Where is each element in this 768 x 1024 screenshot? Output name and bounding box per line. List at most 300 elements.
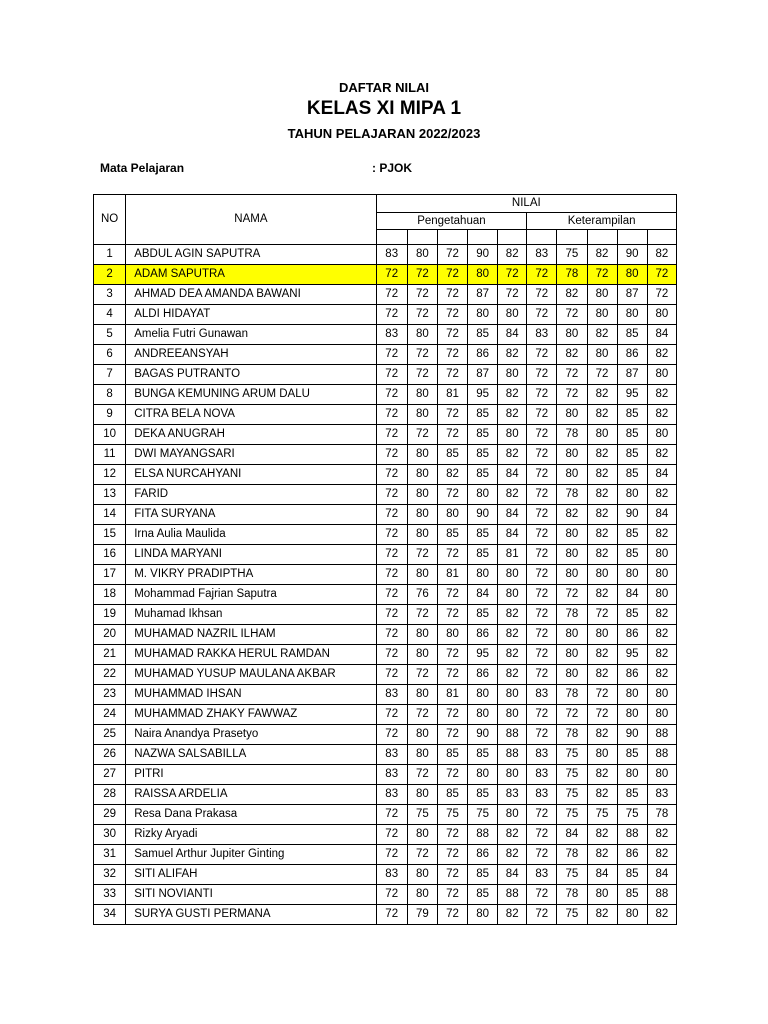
student-name: Rizky Aryadi (126, 825, 376, 845)
knowledge-score: 72 (407, 765, 437, 785)
skill-score: 75 (557, 905, 587, 925)
skill-score: 83 (647, 785, 676, 805)
skill-score: 85 (617, 605, 647, 625)
knowledge-score: 80 (407, 325, 437, 345)
subject-label: Mata Pelajaran (100, 161, 185, 175)
skill-score: 88 (647, 885, 676, 905)
skill-score: 87 (617, 365, 647, 385)
student-name: M. VIKRY PRADIPTHA (126, 565, 376, 585)
student-name: DWI MAYANGSARI (126, 445, 376, 465)
knowledge-score: 72 (437, 725, 467, 745)
skill-score: 84 (617, 585, 647, 605)
knowledge-score: 75 (468, 805, 498, 825)
knowledge-score: 82 (498, 385, 527, 405)
student-name: MUHAMAD NAZRIL ILHAM (126, 625, 376, 645)
knowledge-score: 82 (498, 665, 527, 685)
skill-score: 88 (647, 745, 676, 765)
skill-score: 80 (557, 545, 587, 565)
skill-score: 72 (527, 605, 557, 625)
knowledge-score: 80 (407, 785, 437, 805)
skill-score: 86 (617, 845, 647, 865)
row-number: 17 (94, 565, 126, 585)
table-row (94, 645, 677, 665)
skill-score: 84 (647, 865, 676, 885)
knowledge-score: 72 (376, 305, 407, 325)
skill-score: 72 (587, 365, 617, 385)
knowledge-score: 72 (407, 665, 437, 685)
skill-score: 72 (527, 645, 557, 665)
knowledge-score: 80 (407, 565, 437, 585)
knowledge-score: 86 (468, 665, 498, 685)
knowledge-score: 72 (376, 385, 407, 405)
skill-score: 90 (617, 505, 647, 525)
knowledge-score: 85 (468, 525, 498, 545)
knowledge-score: 83 (376, 245, 407, 265)
skill-score: 78 (557, 425, 587, 445)
table-row (94, 865, 677, 885)
skill-score: 82 (647, 605, 676, 625)
skill-score: 82 (647, 825, 676, 845)
skill-score: 78 (557, 685, 587, 705)
knowledge-score: 80 (407, 405, 437, 425)
skill-score: 82 (647, 245, 676, 265)
row-number: 23 (94, 685, 126, 705)
skill-score: 82 (647, 385, 676, 405)
skill-score: 80 (557, 325, 587, 345)
skill-score: 80 (617, 685, 647, 705)
student-name: SITI ALIFAH (126, 865, 376, 885)
knowledge-score: 72 (437, 365, 467, 385)
knowledge-score: 83 (376, 785, 407, 805)
skill-score: 82 (587, 905, 617, 925)
knowledge-score: 85 (468, 405, 498, 425)
skill-score: 72 (527, 825, 557, 845)
row-number: 34 (94, 905, 126, 925)
skill-score: 80 (557, 665, 587, 685)
table-row (94, 405, 677, 425)
skill-score: 72 (587, 685, 617, 705)
table-row (94, 465, 677, 485)
skill-score: 80 (587, 565, 617, 585)
student-name: ELSA NURCAHYANI (126, 465, 376, 485)
skill-score: 86 (617, 665, 647, 685)
knowledge-score: 80 (468, 765, 498, 785)
knowledge-score: 72 (376, 285, 407, 305)
skill-score: 72 (557, 385, 587, 405)
skill-score: 75 (557, 805, 587, 825)
knowledge-score: 80 (498, 765, 527, 785)
row-number: 32 (94, 865, 126, 885)
knowledge-score: 72 (376, 365, 407, 385)
skill-score: 72 (527, 725, 557, 745)
class-title: KELAS XI MIPA 1 (306, 98, 462, 119)
skill-score: 80 (587, 305, 617, 325)
skill-score: 72 (527, 565, 557, 585)
knowledge-score: 80 (407, 485, 437, 505)
knowledge-score: 88 (498, 885, 527, 905)
knowledge-score: 72 (376, 725, 407, 745)
knowledge-score: 72 (376, 345, 407, 365)
knowledge-score: 80 (498, 685, 527, 705)
header-blank-cell (527, 230, 557, 245)
table-row (94, 565, 677, 585)
skill-score: 85 (617, 325, 647, 345)
student-name: ABDUL AGIN SAPUTRA (126, 245, 376, 265)
skill-score: 72 (527, 385, 557, 405)
skill-score: 72 (527, 545, 557, 565)
knowledge-score: 80 (407, 865, 437, 885)
knowledge-score: 80 (407, 645, 437, 665)
table-row (94, 805, 677, 825)
knowledge-score: 83 (376, 685, 407, 705)
knowledge-score: 72 (376, 465, 407, 485)
row-number: 24 (94, 705, 126, 725)
student-name: Amelia Futri Gunawan (126, 325, 376, 345)
knowledge-score: 82 (498, 345, 527, 365)
skill-score: 72 (527, 365, 557, 385)
table-row (94, 425, 677, 445)
knowledge-score: 88 (468, 825, 498, 845)
row-number: 14 (94, 505, 126, 525)
knowledge-score: 72 (376, 425, 407, 445)
skill-score: 72 (557, 705, 587, 725)
knowledge-score: 72 (376, 525, 407, 545)
skill-score: 88 (647, 725, 676, 745)
student-name: ANDREEANSYAH (126, 345, 376, 365)
knowledge-score: 80 (407, 825, 437, 845)
skill-score: 82 (647, 625, 676, 645)
skill-score: 85 (617, 885, 647, 905)
knowledge-score: 80 (407, 885, 437, 905)
row-number: 26 (94, 745, 126, 765)
skill-score: 82 (587, 505, 617, 525)
row-number: 4 (94, 305, 126, 325)
student-name: BAGAS PUTRANTO (126, 365, 376, 385)
knowledge-score: 84 (498, 465, 527, 485)
skill-score: 80 (587, 745, 617, 765)
knowledge-score: 72 (437, 845, 467, 865)
knowledge-score: 72 (407, 305, 437, 325)
knowledge-score: 72 (437, 425, 467, 445)
row-number: 12 (94, 465, 126, 485)
row-number: 20 (94, 625, 126, 645)
header-nilai: NILAI (376, 195, 676, 213)
knowledge-score: 82 (498, 625, 527, 645)
knowledge-score: 72 (407, 545, 437, 565)
knowledge-score: 95 (468, 645, 498, 665)
skill-score: 80 (587, 625, 617, 645)
skill-score: 82 (587, 445, 617, 465)
table-row (94, 885, 677, 905)
knowledge-score: 84 (498, 505, 527, 525)
skill-score: 72 (527, 265, 557, 285)
row-number: 1 (94, 245, 126, 265)
knowledge-score: 82 (498, 485, 527, 505)
skill-score: 82 (587, 785, 617, 805)
knowledge-score: 72 (376, 545, 407, 565)
skill-score: 78 (557, 265, 587, 285)
skill-score: 82 (587, 665, 617, 685)
student-name: Irna Aulia Maulida (126, 525, 376, 545)
table-row (94, 485, 677, 505)
header-blank-cell (407, 230, 437, 245)
knowledge-score: 72 (437, 825, 467, 845)
skill-score: 72 (557, 305, 587, 325)
skill-score: 84 (587, 865, 617, 885)
skill-score: 78 (557, 605, 587, 625)
table-row (94, 525, 677, 545)
student-name: MUHAMMAD ZHAKY FAWWAZ (126, 705, 376, 725)
skill-score: 80 (617, 485, 647, 505)
skill-score: 83 (527, 745, 557, 765)
skill-score: 72 (527, 885, 557, 905)
table-row (94, 665, 677, 685)
skill-score: 82 (587, 525, 617, 545)
knowledge-score: 72 (376, 645, 407, 665)
skill-score: 80 (617, 305, 647, 325)
skill-score: 75 (557, 245, 587, 265)
row-number: 28 (94, 785, 126, 805)
knowledge-score: 80 (468, 305, 498, 325)
skill-score: 80 (617, 705, 647, 725)
row-number: 29 (94, 805, 126, 825)
table-row (94, 725, 677, 745)
skill-score: 75 (587, 805, 617, 825)
skill-score: 88 (617, 825, 647, 845)
row-number: 9 (94, 405, 126, 425)
knowledge-score: 72 (376, 265, 407, 285)
skill-score: 80 (587, 885, 617, 905)
knowledge-score: 80 (407, 465, 437, 485)
knowledge-score: 72 (376, 845, 407, 865)
skill-score: 95 (617, 385, 647, 405)
knowledge-score: 87 (468, 285, 498, 305)
student-name: LINDA MARYANI (126, 545, 376, 565)
knowledge-score: 82 (498, 605, 527, 625)
skill-score: 82 (557, 505, 587, 525)
skill-score: 84 (557, 825, 587, 845)
skill-score: 85 (617, 425, 647, 445)
knowledge-score: 72 (376, 405, 407, 425)
table-row (94, 585, 677, 605)
skill-score: 72 (557, 365, 587, 385)
knowledge-score: 85 (468, 325, 498, 345)
skill-score: 72 (647, 285, 676, 305)
knowledge-score: 72 (437, 325, 467, 345)
knowledge-score: 85 (468, 445, 498, 465)
student-name: SITI NOVIANTI (126, 885, 376, 905)
knowledge-score: 85 (468, 545, 498, 565)
knowledge-score: 72 (437, 305, 467, 325)
knowledge-score: 72 (407, 285, 437, 305)
knowledge-score: 72 (437, 265, 467, 285)
knowledge-score: 75 (407, 805, 437, 825)
skill-score: 82 (587, 465, 617, 485)
grade-rows (94, 245, 677, 925)
knowledge-score: 72 (437, 885, 467, 905)
student-name: DEKA ANUGRAH (126, 425, 376, 445)
skill-score: 80 (647, 365, 676, 385)
skill-score: 72 (587, 705, 617, 725)
knowledge-score: 72 (437, 665, 467, 685)
student-name: Muhamad Ikhsan (126, 605, 376, 625)
knowledge-score: 87 (468, 365, 498, 385)
knowledge-score: 72 (437, 705, 467, 725)
knowledge-score: 86 (468, 845, 498, 865)
header-skill: Keterampilan (527, 213, 677, 230)
knowledge-score: 79 (407, 905, 437, 925)
student-name: ADAM SAPUTRA (126, 265, 376, 285)
knowledge-score: 76 (407, 585, 437, 605)
table-row (94, 905, 677, 925)
knowledge-score: 72 (376, 485, 407, 505)
skill-score: 75 (557, 765, 587, 785)
knowledge-score: 72 (437, 605, 467, 625)
skill-score: 75 (557, 785, 587, 805)
student-name: FARID (126, 485, 376, 505)
skill-score: 72 (587, 265, 617, 285)
knowledge-score: 72 (376, 885, 407, 905)
knowledge-score: 84 (468, 585, 498, 605)
knowledge-score: 90 (468, 245, 498, 265)
student-name: MUHAMMAD IHSAN (126, 685, 376, 705)
skill-score: 80 (557, 525, 587, 545)
knowledge-score: 72 (376, 705, 407, 725)
table-row (94, 825, 677, 845)
skill-score: 80 (587, 345, 617, 365)
skill-score: 80 (647, 685, 676, 705)
knowledge-score: 72 (376, 665, 407, 685)
skill-score: 80 (557, 405, 587, 425)
knowledge-score: 82 (498, 245, 527, 265)
knowledge-score: 72 (498, 285, 527, 305)
skill-score: 72 (527, 445, 557, 465)
knowledge-score: 85 (437, 525, 467, 545)
knowledge-score: 84 (498, 525, 527, 545)
skill-score: 75 (557, 865, 587, 885)
table-row (94, 305, 677, 325)
knowledge-score: 72 (376, 825, 407, 845)
row-number: 8 (94, 385, 126, 405)
knowledge-score: 85 (468, 425, 498, 445)
knowledge-score: 72 (437, 905, 467, 925)
knowledge-score: 72 (437, 345, 467, 365)
knowledge-score: 75 (437, 805, 467, 825)
table-row (94, 685, 677, 705)
student-name: MUHAMAD YUSUP MAULANA AKBAR (126, 665, 376, 685)
student-name: FITA SURYANA (126, 505, 376, 525)
skill-score: 82 (647, 905, 676, 925)
skill-score: 80 (617, 565, 647, 585)
skill-score: 83 (527, 785, 557, 805)
knowledge-score: 83 (498, 785, 527, 805)
header-blank-cell (498, 230, 527, 245)
knowledge-score: 84 (498, 325, 527, 345)
skill-score: 72 (527, 425, 557, 445)
skill-score: 83 (527, 245, 557, 265)
skill-score: 84 (647, 325, 676, 345)
skill-score: 82 (587, 645, 617, 665)
skill-score: 80 (647, 425, 676, 445)
table-row (94, 845, 677, 865)
table-row (94, 785, 677, 805)
skill-score: 80 (557, 565, 587, 585)
knowledge-score: 80 (407, 625, 437, 645)
student-name: SURYA GUSTI PERMANA (126, 905, 376, 925)
table-row (94, 705, 677, 725)
skill-score: 82 (647, 645, 676, 665)
knowledge-score: 80 (468, 905, 498, 925)
skill-score: 82 (647, 525, 676, 545)
knowledge-score: 86 (468, 345, 498, 365)
knowledge-score: 72 (376, 905, 407, 925)
knowledge-score: 82 (498, 905, 527, 925)
knowledge-score: 80 (498, 705, 527, 725)
knowledge-score: 72 (437, 545, 467, 565)
knowledge-score: 72 (437, 645, 467, 665)
student-name: PITRI (126, 765, 376, 785)
knowledge-score: 80 (407, 525, 437, 545)
student-name: MUHAMAD RAKKA HERUL RAMDAN (126, 645, 376, 665)
student-name: ALDI HIDAYAT (126, 305, 376, 325)
header-knowledge: Pengetahuan (376, 213, 527, 230)
knowledge-score: 90 (468, 505, 498, 525)
skill-score: 85 (617, 865, 647, 885)
skill-score: 82 (587, 765, 617, 785)
skill-score: 82 (647, 405, 676, 425)
knowledge-score: 80 (407, 505, 437, 525)
skill-score: 72 (527, 505, 557, 525)
skill-score: 87 (617, 285, 647, 305)
knowledge-score: 82 (498, 845, 527, 865)
header-blank-cell (468, 230, 498, 245)
knowledge-score: 72 (407, 265, 437, 285)
knowledge-score: 80 (498, 565, 527, 585)
skill-score: 80 (587, 285, 617, 305)
skill-score: 84 (647, 465, 676, 485)
skill-score: 72 (527, 285, 557, 305)
table-row (94, 345, 677, 365)
student-name: Samuel Arthur Jupiter Ginting (126, 845, 376, 865)
student-name: CITRA BELA NOVA (126, 405, 376, 425)
knowledge-score: 80 (498, 365, 527, 385)
skill-score: 80 (557, 465, 587, 485)
row-number: 18 (94, 585, 126, 605)
skill-score: 80 (557, 645, 587, 665)
knowledge-score: 72 (407, 605, 437, 625)
knowledge-score: 83 (376, 865, 407, 885)
header-blank-cell (617, 230, 647, 245)
skill-score: 82 (587, 485, 617, 505)
skill-score: 85 (617, 445, 647, 465)
skill-score: 78 (557, 485, 587, 505)
knowledge-score: 72 (376, 565, 407, 585)
skill-score: 82 (587, 725, 617, 745)
knowledge-score: 80 (498, 305, 527, 325)
knowledge-score: 82 (437, 465, 467, 485)
skill-score: 85 (617, 465, 647, 485)
row-number: 5 (94, 325, 126, 345)
skill-score: 82 (587, 825, 617, 845)
knowledge-score: 72 (437, 485, 467, 505)
skill-score: 85 (617, 525, 647, 545)
skill-score: 78 (557, 845, 587, 865)
knowledge-score: 85 (468, 885, 498, 905)
skill-score: 82 (587, 545, 617, 565)
row-number: 22 (94, 665, 126, 685)
table-row (94, 325, 677, 345)
skill-score: 80 (647, 565, 676, 585)
